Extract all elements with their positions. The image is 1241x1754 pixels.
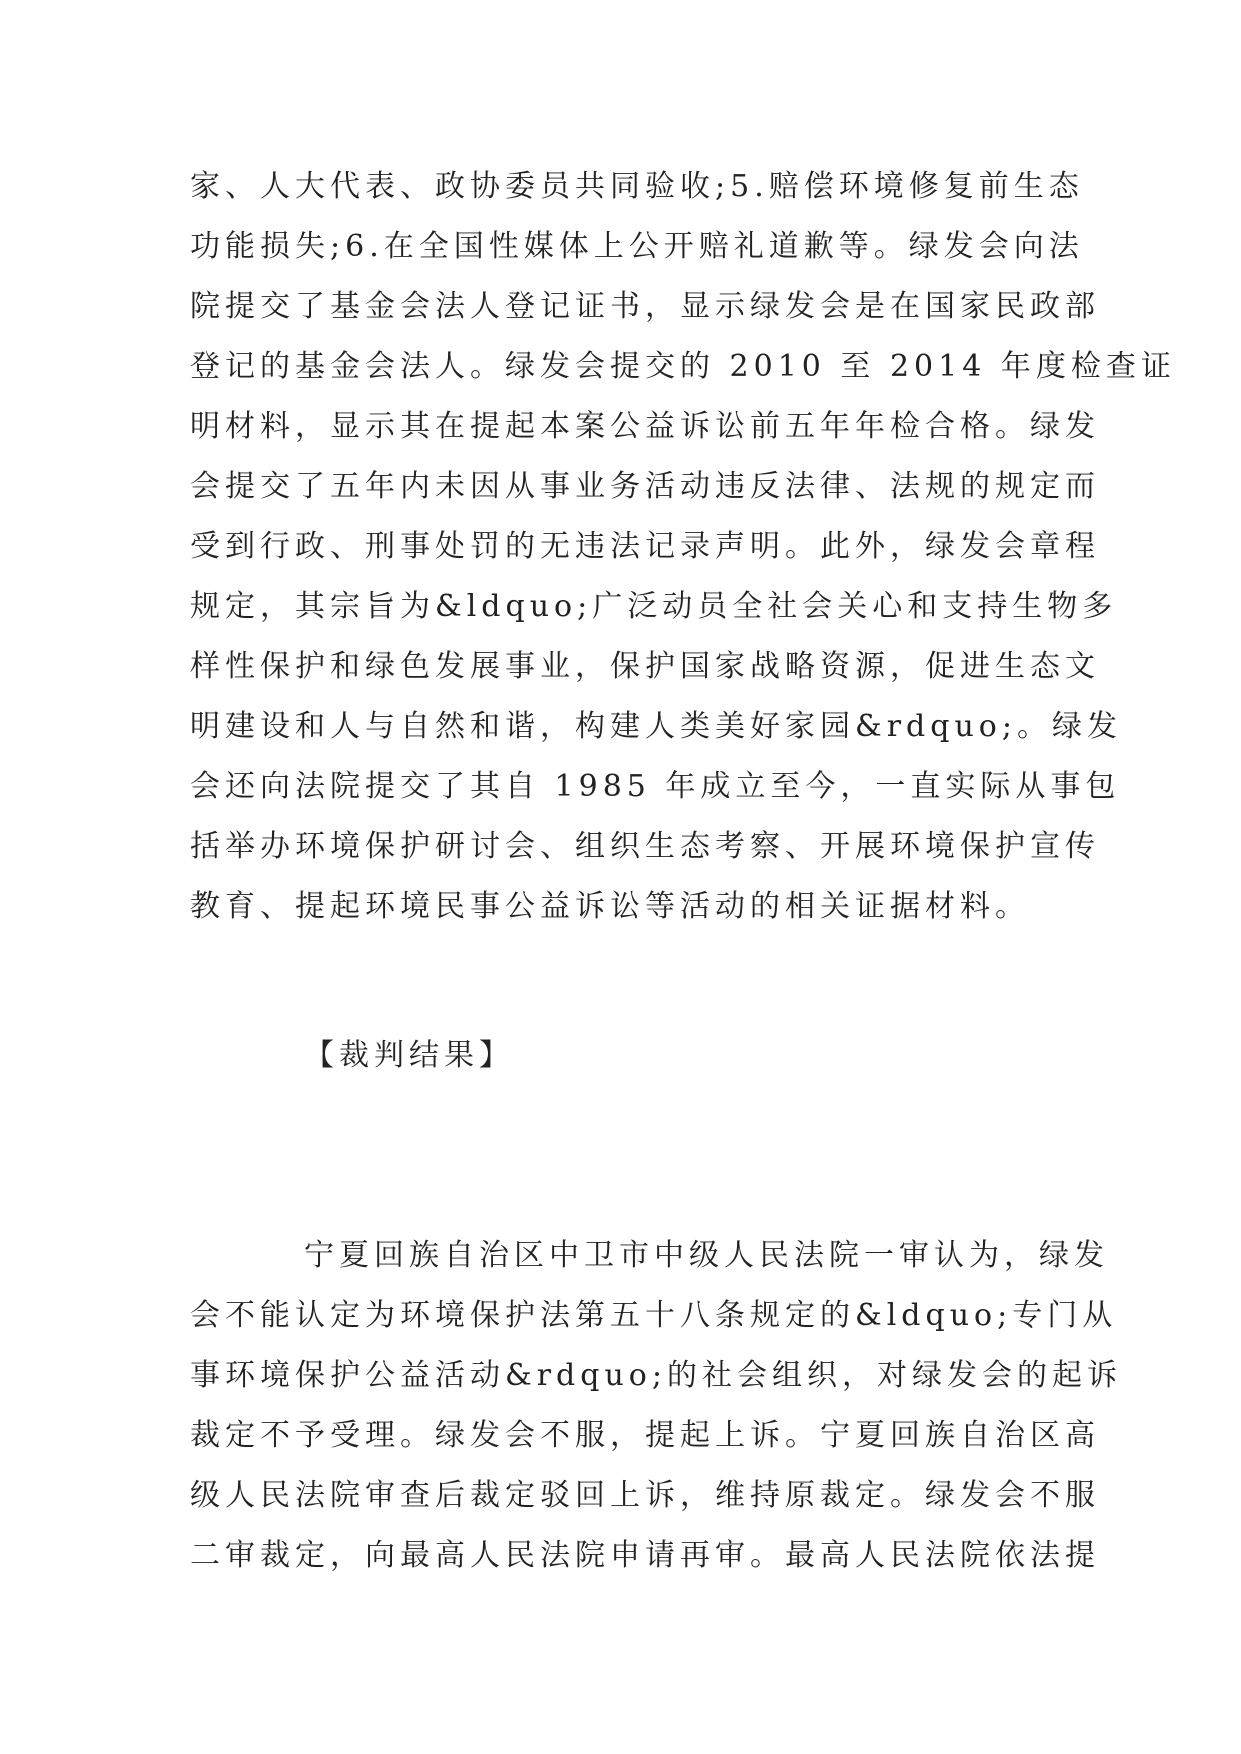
paragraph-line: 院提交了基金会法人登记证书，显示绿发会是在国家民政部 [190,289,1100,324]
paragraph-line: 样性保护和绿色发展事业，保护国家战略资源，促进生态文 [190,649,1100,684]
paragraph-judgment-result [190,1226,1122,1586]
paragraph-line: 宁夏回族自治区中卫市中级人民法院一审认为，绿发 [304,1238,1109,1273]
paragraph-line: 裁定不予受理。绿发会不服，提起上诉。宁夏回族自治区高 [190,1418,1100,1453]
paragraph-line: 教育、提起环境民事公益诉讼等活动的相关证据材料。 [190,889,1030,924]
paragraph-line: 二审裁定，向最高人民法院申请再审。最高人民法院依法提 [190,1538,1100,1573]
paragraph-case-facts [190,157,1176,937]
paragraph-line: 会提交了五年内未因从事业务活动违反法律、法规的规定而 [190,469,1100,504]
paragraph-line: 受到行政、刑事处罚的无违法记录声明。此外，绿发会章程 [190,529,1100,564]
paragraph-line: 括举办环境保护研讨会、组织生态考察、开展环境保护宣传 [190,829,1100,864]
section-heading: 【裁判结果】 [304,1038,514,1073]
paragraph-line: 事环境保护公益活动&rdquo;的社会组织，对绿发会的起诉 [190,1358,1122,1393]
paragraph-line: 会不能认定为环境保护法第五十八条规定的&ldquo;专门从 [190,1298,1118,1333]
paragraph-line: 明材料，显示其在提起本案公益诉讼前五年年检合格。绿发 [190,409,1100,444]
paragraph-line: 会还向法院提交了其自 1985 年成立至今，一直实际从事包 [190,769,1121,804]
paragraph-line: 级人民法院审查后裁定驳回上诉，维持原裁定。绿发会不服 [190,1478,1100,1513]
paragraph-line: 明建设和人与自然和谐，构建人类美好家园&rdquo;。绿发 [190,709,1122,744]
paragraph-line: 家、人大代表、政协委员共同验收;5.赔偿环境修复前生态 [190,169,1084,204]
paragraph-line: 规定，其宗旨为&ldquo;广泛动员全社会关心和支持生物多 [190,589,1118,624]
paragraph-line: 功能损失;6.在全国性媒体上公开赔礼道歉等。绿发会向法 [190,229,1084,264]
paragraph-line: 登记的基金会法人。绿发会提交的 2010 至 2014 年度检查证 [190,349,1176,384]
